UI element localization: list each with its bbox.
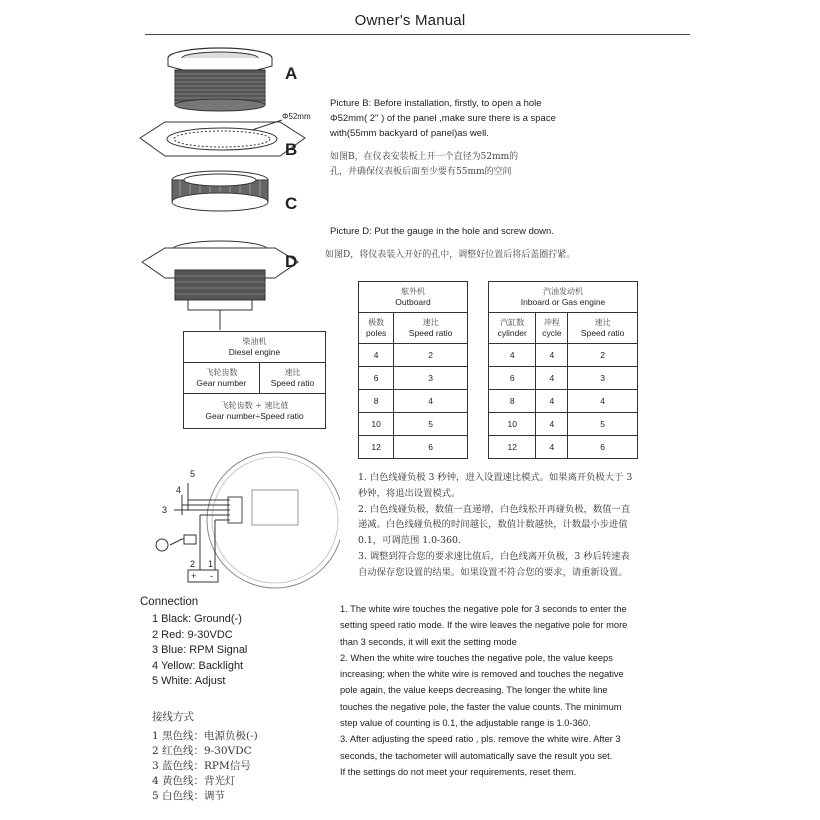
- table-row: 10 5: [359, 413, 468, 436]
- wiring-diagram: [140, 445, 340, 595]
- part-label-a: A: [285, 64, 298, 83]
- assembled-gauge-illustration: [142, 241, 298, 330]
- table-row: 10 4 5: [489, 413, 638, 436]
- connection-title: Connection: [140, 596, 199, 608]
- list-item: 4 黄色线：背光灯: [152, 775, 236, 787]
- list-item: 1 Black: Ground(-): [152, 613, 242, 625]
- part-label-c: C: [285, 194, 298, 213]
- table-row: 6 3: [359, 367, 468, 390]
- picture-b-text: Picture B: Before installation, firstly, to open a hole Φ52mm( 2" ) of the panel ,make sure there is a space with(55mm backyard of panel)as well.: [330, 98, 556, 139]
- ring-nut-illustration: [172, 171, 268, 211]
- battery-plus-icon: +: [191, 571, 197, 581]
- picture-b-cn: 如图B，在仪表安装板上开一个直径为52mm的 孔，并确保仪表板后面至少要有55mm的空间: [330, 152, 519, 177]
- list-item: 4 Yellow: Backlight: [152, 659, 244, 672]
- wire-number-2: 2: [190, 559, 196, 569]
- table-row: 12 4 6: [489, 436, 638, 459]
- part-label-d: D: [285, 252, 298, 271]
- list-item: 1 黑色线：电源负极(-): [152, 730, 258, 742]
- title-divider: [145, 34, 690, 35]
- part-label-b: B: [285, 140, 298, 159]
- page-title: Owner's Manual: [354, 12, 466, 29]
- list-item: 5 White: Adjust: [152, 675, 226, 687]
- diameter-label: Φ52mm: [282, 112, 311, 121]
- wire-number-3: 3: [162, 505, 168, 515]
- wire-number-4: 4: [176, 485, 182, 495]
- connection-list: [152, 612, 247, 690]
- table-row: 4 2: [359, 344, 468, 367]
- wire-number-1: 1: [208, 559, 214, 569]
- en-instructions: 1. The white wire touches the negative pole for 3 seconds to enter the setting speed ratio mode. If the wire leaves the negative pole for more than 3 seconds, it will exit the setting mode 2. When the white wire touches the negative pole, the value keeps increasing; when the white wire is removed and touches the negative pole again, the value keeps decreasing. The longer the white line touches the negative pole, the faster the value counts. The minimum step value of counting is 0.1, the adjustable range is 1.0-360. 3. After adjusting the speed ratio , pls. remove the white wire. After 3 seconds, the tachometer will automatically save the result you set. If the settings do not meet your requirements, reset them.: [340, 604, 628, 777]
- list-item: 3 Blue: RPM Signal: [152, 644, 248, 656]
- cn-instructions: 1. 白色线碰负极 3 秒钟，进入设置速比模式。如果离开负极大于 3 秒钟，将退出设置模式。 2. 白色线碰负极，数值一直递增，白色线松开再碰负极，数值一直 递减。白色线碰负极的时间越长，数值计数越快，计数最小步进值 0.1，可调范围 1.0-360. 3. 调整到符合您的要求速比值后，白色线离开负极，3 秒后转速表 自动保存您设置的结果。如果设置不符合您的要求，请重新设置。: [358, 472, 633, 578]
- list-item: 5 白色线：调节: [152, 790, 226, 802]
- cn-connection-list: [152, 729, 258, 804]
- picture-d-cn: 如图D，将仪表装入开好的孔中，调整好位置后将后盖圈拧紧。: [325, 250, 576, 260]
- outboard-table: 舷外机 Outboard 极数 poles 速比 Speed ratio 4 2 6 3 8 4 10 5 12 6: [358, 281, 468, 459]
- panel-illustration: [140, 120, 305, 156]
- table-row: 8 4: [359, 390, 468, 413]
- battery-minus-icon: -: [210, 571, 213, 581]
- picture-d-text: Picture D: Put the gauge in the hole and screw down.: [330, 226, 554, 237]
- list-item: 2 红色线：9-30VDC: [152, 745, 252, 757]
- table-row: 12 6: [359, 436, 468, 459]
- inboard-table: 汽油发动机 Inboard or Gas engine 汽缸数 cylinder 冲程 cycle 速比 Speed ratio 4 4 2 6 4 3 8 4 4 10 4 5 12 4 6: [488, 281, 638, 459]
- table-row: 6 4 3: [489, 367, 638, 390]
- wire-number-5: 5: [190, 469, 196, 479]
- table-row: 4 4 2: [489, 344, 638, 367]
- list-item: 2 Red: 9-30VDC: [152, 628, 233, 641]
- diesel-table: 柴油机 Diesel engine 飞轮齿数 Gear number 速比 Speed ratio 飞轮齿数 ÷ 速比值 Gear number÷Speed ratio: [183, 331, 326, 429]
- gauge-body-illustration: [168, 48, 272, 111]
- list-item: 3 蓝色线：RPM信号: [152, 760, 251, 772]
- cn-connection-title: 接线方式: [152, 711, 194, 723]
- table-row: 8 4 4: [489, 390, 638, 413]
